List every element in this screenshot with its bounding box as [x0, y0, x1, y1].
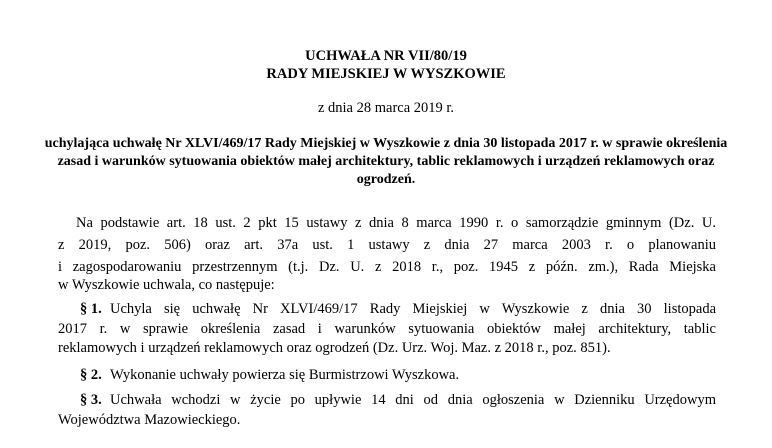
- preamble-line: w Wyszkowie uchwala, co następuje:: [58, 277, 275, 293]
- paragraph-line: 2017 r. w sprawie określenia zasad i warunków sytuowania obiektów małej architektury, tablic: [58, 321, 716, 337]
- resolution-subject: uchylająca uchwałę Nr XLVI/469/17 Rady Miejskiej w Wyszkowie z dnia 30 listopada 2017 r. w sprawie określenia zasad i warunków sytuowania obiektów małej architektury, tablic reklamowych i urządzeń reklamowych oraz ogrodzeń.: [44, 136, 728, 187]
- preamble-line: Na podstawie art. 18 ust. 2 pkt 15 ustawy z dnia 8 marca 1990 r. o samorządzie gminnym (Dz. U.: [76, 215, 716, 231]
- paragraph-line: Wykonanie uchwały powierza się Burmistrzowi Wyszkowa.: [110, 367, 460, 383]
- paragraph-line: Województwa Mazowieckiego.: [58, 412, 241, 428]
- paragraph-line: reklamowych i urządzeń reklamowych oraz ogrodzeń (Dz. Urz. Woj. Maz. z 2018 r., poz. 851).: [58, 340, 611, 356]
- resolution-number: UCHWAŁA NR VII/80/19: [305, 48, 467, 64]
- paragraph-line: Uchyla się uchwałę Nr XLVI/469/17 Rady Miejskiej w Wyszkowie z dnia 30 listopada: [110, 301, 716, 317]
- resolution-date: z dnia 28 marca 2019 r.: [317, 100, 455, 116]
- preamble-line: i zagospodarowaniu przestrzennym (t.j. Dz. U. z 2018 r., poz. 1945 z późn. zm.), Rada Miejska: [58, 259, 716, 275]
- paragraph-line: Uchwała wchodzi w życie po upływie 14 dni od dnia ogłoszenia w Dzienniku Urzędowym: [110, 392, 716, 408]
- paragraph-number: § 1.: [80, 301, 102, 317]
- paragraph-number: § 3.: [80, 392, 102, 408]
- council-name: RADY MIEJSKIEJ W WYSZKOWIE: [266, 66, 506, 82]
- paragraph-number: § 2.: [80, 367, 102, 383]
- preamble-line: z 2019, poz. 506) oraz art. 37a ust. 1 ustawy z dnia 27 marca 2003 r. o planowaniu: [58, 237, 716, 253]
